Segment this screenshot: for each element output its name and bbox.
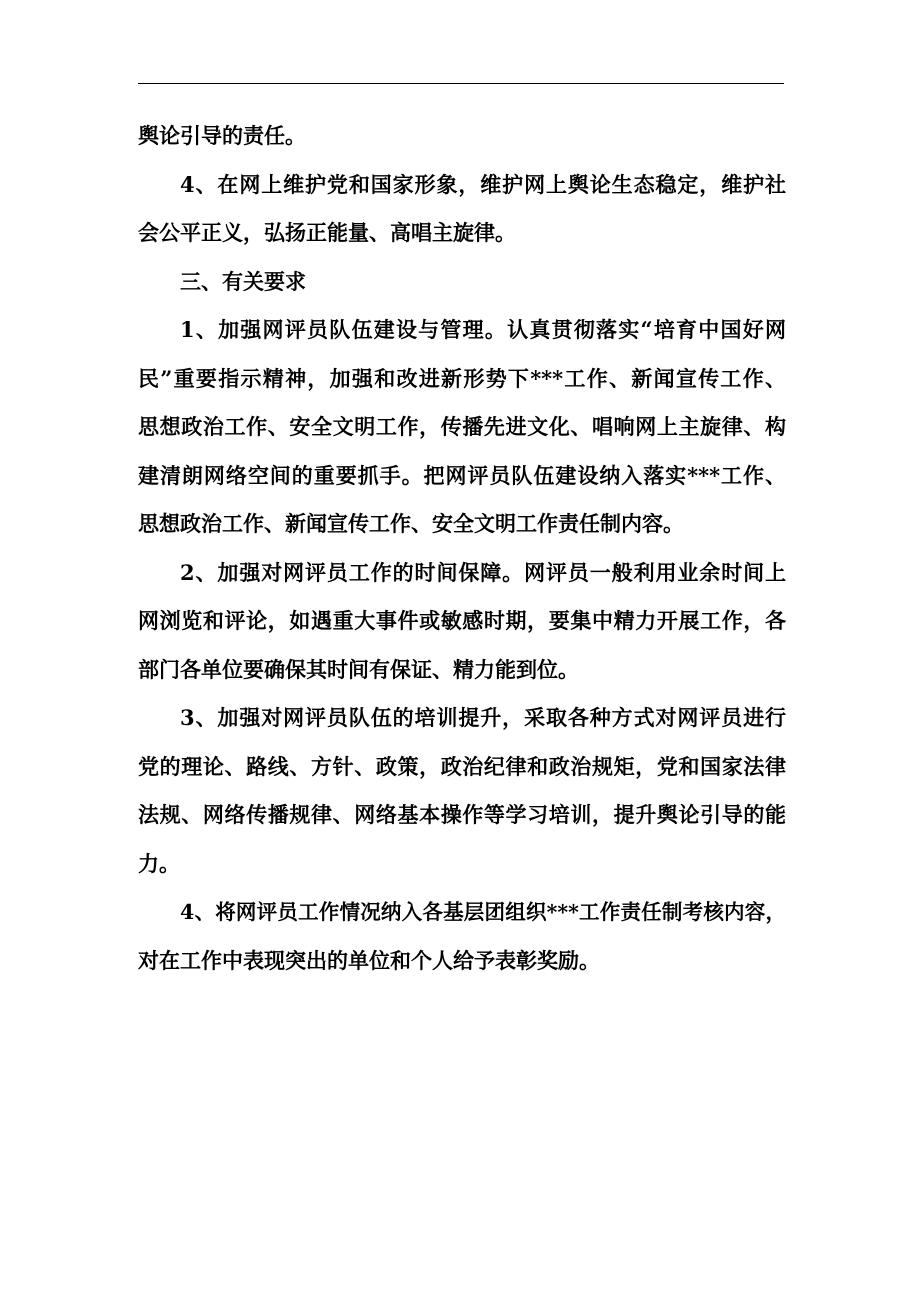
text-line: 网浏览和评论，如遇重大事件或敏感时期，要集中精力开展工作，各: [138, 608, 786, 633]
text-line: 3、加强对网评员队伍的培训提升，采取各种方式对网评员进行: [180, 705, 786, 730]
text-line: 民”重要指示精神，加强和改进新形势下***工作、新闻宣传工作、: [138, 365, 786, 391]
text-line: 2、加强对网评员工作的时间保障。网评员一般利用业余时间上: [180, 559, 786, 585]
text-line: 法规、网络传播规律、网络基本操作等学习培训，提升舆论引导的能: [138, 802, 786, 827]
header-rule: [138, 83, 784, 84]
text-line: 4、在网上维护党和国家形象，维护网上舆论生态稳定，维护社: [180, 171, 786, 197]
text-line: 部门各单位要确保其时间有保证、精力能到位。: [138, 656, 579, 682]
text-line: 党的理论、路线、方针、政策，政治纪律和政治规矩，党和国家法律: [138, 753, 786, 779]
section-heading: 三、有关要求: [180, 268, 306, 294]
text-line: 舆论引导的责任。: [138, 123, 306, 148]
text-line: 思想政治工作、安全文明工作，传播先进文化、唱响网上主旋律、构: [138, 414, 786, 439]
text-line: 会公平正义，弘扬正能量、高唱主旋律。: [138, 220, 516, 245]
text-line: 思想政治工作、新闻宣传工作、安全文明工作责任制内容。: [138, 511, 684, 536]
text-line: 力。: [138, 850, 180, 876]
text-line: 对在工作中表现突出的单位和个人给予表彰奖励。: [138, 947, 600, 973]
text-line: 1、加强网评员队伍建设与管理。认真贯彻落实“培育中国好网: [180, 317, 786, 342]
body-text: [138, 112, 786, 985]
text-line: 4、将网评员工作情况纳入各基层团组织***工作责任制考核内容，: [180, 900, 786, 924]
text-line: 建清朗网络空间的重要抓手。把网评员队伍建设纳入落实***工作、: [138, 462, 786, 488]
